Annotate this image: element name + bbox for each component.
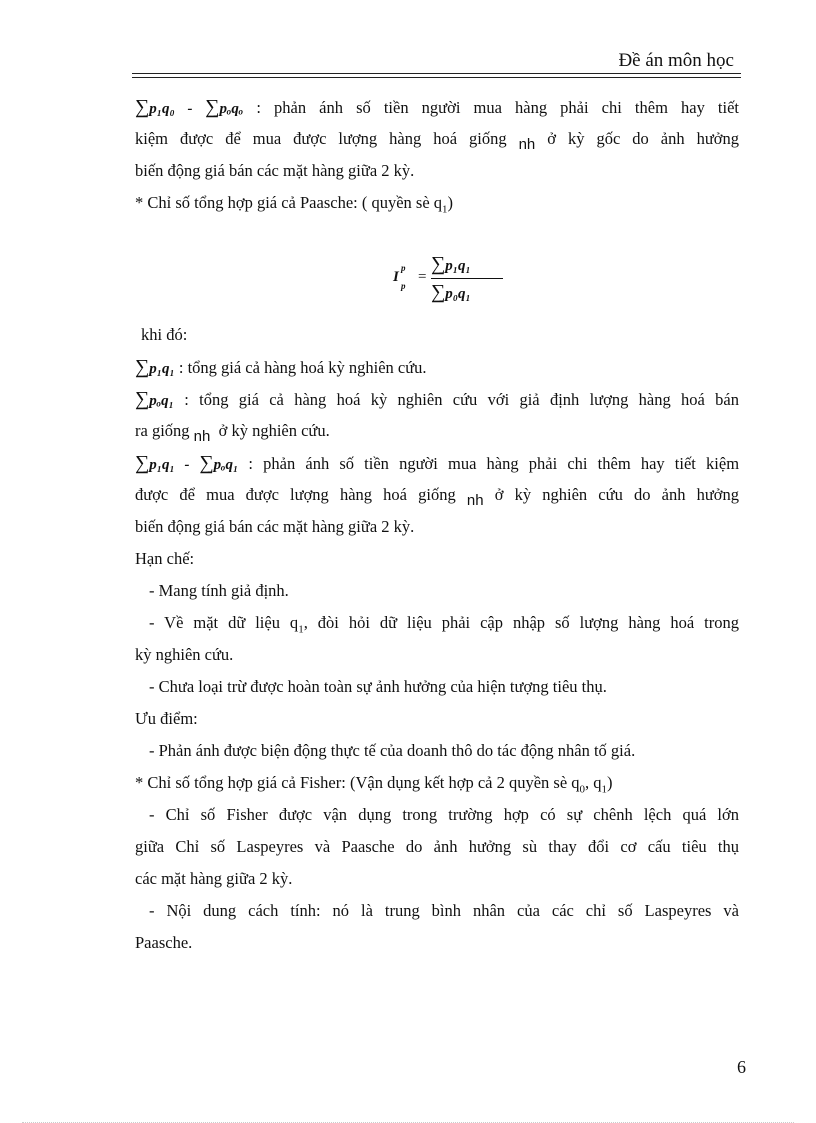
text-line: * Chỉ số tổng hợp giá cả Paasche: ( quyền sè $q_1$) (135, 193, 454, 216)
formula-denominator: ∑p₀q₁ (431, 281, 471, 303)
text-line: Paasche. (135, 933, 193, 952)
text-line: giữa Chỉ số Laspeyres và Paasche do ảnh hưởng sù thay đổi cơ cấu tiêu thụ (135, 837, 739, 856)
formula-sum-p0q1: ∑pₒq₁ (135, 388, 174, 410)
formula-paasche-index (393, 253, 503, 309)
bullet-item: - Về mặt dữ liệu $q_1$, đòi hỏi dữ liệu phải cập nhập số lượng hàng hoá trong (149, 613, 739, 636)
text-line: ∑p₁q₁ : tổng giá cả hàng hoá kỳ nghiên cứu. (135, 356, 427, 378)
text-line: * Chỉ số tổng hợp giá cả Fisher: (Vận dụng kết hợp cả 2 quyền sè $q_0$, $q_1$) (135, 773, 613, 796)
text-line: khi đó: (141, 325, 188, 344)
text-line (135, 91, 739, 123)
bullet-item: - Mang tính giả định. (149, 581, 289, 600)
header-title: Đề án môn học (618, 50, 734, 71)
formula-equals: = (418, 269, 427, 285)
page-number: 6 (737, 1057, 746, 1077)
bullet-item: - Chưa loại trừ được hoàn toàn sự ảnh hưởng của hiện tượng tiêu thụ. (149, 677, 607, 696)
text-line: biến động giá bán các mặt hàng giữa 2 kỳ. (135, 161, 415, 180)
text-line: biến động giá bán các mặt hàng giữa 2 kỳ. (135, 517, 415, 536)
fraction-bar (431, 278, 503, 279)
document-body (135, 91, 739, 959)
formula-numerator: ∑p₁q₁ (431, 253, 471, 275)
formula-laspeyres-diff: ∑p₁q₀ - ∑pₒqₒ (135, 96, 244, 118)
text-line: được để mua được lượng hàng hoá giống nh ở kỳ nghiên cứu do ảnh hưởng (135, 485, 740, 509)
header-rule-top (132, 73, 741, 74)
section-heading-advantages: Ưu điểm: (135, 709, 198, 728)
text-line: kỳ nghiên cứu. (135, 645, 234, 664)
formula-sum-p1q1: ∑p₁q₁ (135, 356, 175, 378)
text-line: ∑pₒq₁ : tổng giá cả hàng hoá kỳ nghiên cứu với giả định lượng hàng hoá bán (135, 388, 740, 410)
text-line: ∑p₁q₁ - ∑pₒq₁ : phản ánh số tiền người mua hàng phải chi thêm hay tiết kiệm (135, 452, 740, 474)
text-line: các mặt hàng giữa 2 kỳ. (135, 869, 293, 888)
formula-lhs: I p p (393, 263, 406, 291)
formula-paasche-diff: ∑p₁q₁ - ∑pₒq₁ (135, 452, 239, 474)
bullet-item: - Chỉ số Fisher được vận dụng trong trường hợp có sự chênh lệch quá lớn (149, 805, 739, 824)
bullet-item: - Nội dung cách tính: nó là trung bình nhân của các chỉ số Laspeyres và (149, 901, 739, 920)
header-rule-bottom (132, 77, 741, 78)
section-heading-limitations: Hạn chế: (135, 549, 195, 568)
text-line: kiệm được để mua được lượng hàng hoá giống nh ở kỳ gốc do ảnh hưởng (135, 129, 740, 153)
bullet-item: - Phản ánh được biện động thực tế của doanh thô do tác động nhân tố giá. (149, 741, 636, 760)
text-line: ra giống nh ở kỳ nghiên cứu. (135, 421, 330, 445)
line-text: : phản ánh số tiền người mua hàng phải chi thêm hay tiết (256, 98, 740, 117)
